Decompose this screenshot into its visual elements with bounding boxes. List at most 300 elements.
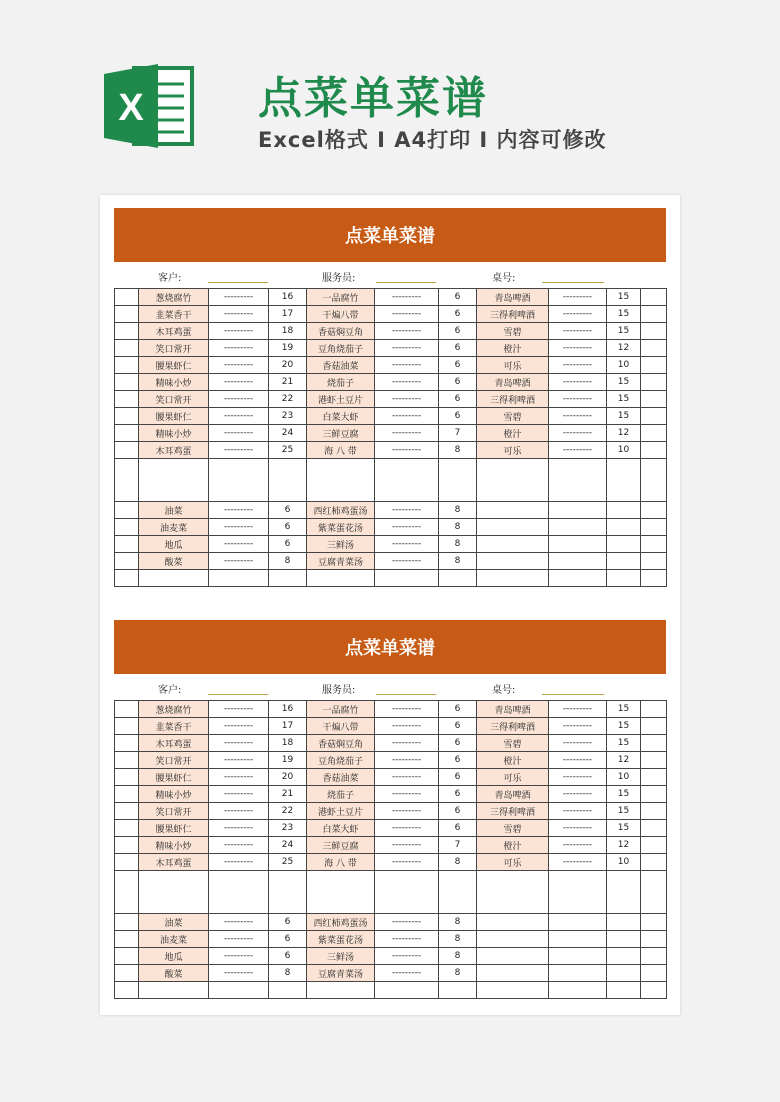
dish-dashes: ---------	[549, 718, 607, 735]
dish-price: 6	[269, 536, 307, 553]
dish-dashes: ---------	[375, 948, 439, 965]
dish-name: 橙汁	[477, 752, 549, 769]
row-margin-cell	[115, 408, 139, 425]
empty-cell	[549, 931, 607, 948]
dish-name: 橙汁	[477, 425, 549, 442]
dish-name: 紫菜蛋花汤	[307, 519, 375, 536]
row-margin-cell	[641, 701, 667, 718]
dish-dashes: ---------	[375, 553, 439, 570]
dish-dashes: ---------	[209, 357, 269, 374]
table-label: 桌号:	[492, 273, 516, 284]
row-margin-cell	[115, 965, 139, 982]
dish-name: 干煸八带	[307, 306, 375, 323]
page-subtitle: Excel格式 I A4打印 I 内容可修改	[258, 128, 607, 152]
empty-cell	[549, 519, 607, 536]
table-field[interactable]	[542, 282, 604, 283]
dish-name: 一品腐竹	[307, 289, 375, 306]
dish-dashes: ---------	[549, 357, 607, 374]
dish-price: 6	[439, 735, 477, 752]
menu-row	[115, 786, 667, 803]
row-margin-cell	[115, 914, 139, 931]
dish-price: 6	[439, 289, 477, 306]
dish-dashes: ---------	[209, 837, 269, 854]
dish-name: 葱烧腐竹	[139, 289, 209, 306]
row-margin-cell	[115, 752, 139, 769]
blank-row	[115, 570, 667, 587]
row-margin-cell	[115, 357, 139, 374]
empty-cell	[477, 914, 549, 931]
dish-price: 7	[439, 837, 477, 854]
sheet-title: 点菜单菜谱	[114, 620, 666, 674]
dish-name: 韭菜香干	[139, 306, 209, 323]
dish-name: 三得利啤酒	[477, 803, 549, 820]
dish-name: 精味小炒	[139, 837, 209, 854]
empty-cell	[477, 536, 549, 553]
dish-dashes: ---------	[209, 502, 269, 519]
dish-dashes: ---------	[375, 718, 439, 735]
empty-cell	[549, 965, 607, 982]
dish-price: 19	[269, 752, 307, 769]
dish-dashes: ---------	[209, 442, 269, 459]
dish-name: 香菇焖豆角	[307, 735, 375, 752]
dish-price: 15	[607, 786, 641, 803]
row-margin-cell	[641, 425, 667, 442]
row-margin-cell	[641, 553, 667, 570]
menu-row	[115, 803, 667, 820]
row-margin-cell	[641, 948, 667, 965]
dish-price: 6	[439, 752, 477, 769]
dish-price: 10	[607, 442, 641, 459]
side-dishes	[115, 914, 667, 982]
row-margin-cell	[115, 391, 139, 408]
dish-dashes: ---------	[375, 357, 439, 374]
dish-dashes: ---------	[375, 914, 439, 931]
dish-price: 15	[607, 803, 641, 820]
table-field[interactable]	[542, 694, 604, 695]
dish-name: 海 八 带	[307, 854, 375, 871]
dish-dashes: ---------	[209, 519, 269, 536]
row-margin-cell	[641, 837, 667, 854]
spacer-row	[115, 459, 667, 502]
side-dishes	[115, 502, 667, 570]
dish-name: 青岛啤酒	[477, 786, 549, 803]
dish-price: 15	[607, 735, 641, 752]
dish-price: 17	[269, 718, 307, 735]
menu-row	[115, 820, 667, 837]
dish-price: 12	[607, 837, 641, 854]
dish-dashes: ---------	[375, 374, 439, 391]
dish-dashes: ---------	[549, 425, 607, 442]
dish-dashes: ---------	[549, 306, 607, 323]
dish-dashes: ---------	[209, 914, 269, 931]
dish-name: 青岛啤酒	[477, 374, 549, 391]
dish-dashes: ---------	[375, 502, 439, 519]
menu-row	[115, 752, 667, 769]
spacer-row	[115, 871, 667, 914]
dish-name: 精味小炒	[139, 374, 209, 391]
dish-name: 笑口常开	[139, 391, 209, 408]
dish-price: 6	[439, 408, 477, 425]
row-margin-cell	[115, 374, 139, 391]
sheet-title: 点菜单菜谱	[114, 208, 666, 262]
dish-dashes: ---------	[549, 837, 607, 854]
dish-dashes: ---------	[549, 735, 607, 752]
dish-name: 三鲜汤	[307, 948, 375, 965]
dish-price: 8	[269, 965, 307, 982]
excel-logo-icon	[100, 58, 196, 154]
dish-price: 6	[439, 786, 477, 803]
dish-price: 22	[269, 803, 307, 820]
dish-price: 10	[607, 357, 641, 374]
menu-row	[115, 701, 667, 718]
menu-sheet-1	[114, 208, 666, 587]
menu-table	[114, 700, 667, 999]
dish-price: 8	[439, 948, 477, 965]
dish-name: 地瓜	[139, 536, 209, 553]
dish-name: 腰果虾仁	[139, 408, 209, 425]
row-margin-cell	[641, 769, 667, 786]
dish-price: 15	[607, 820, 641, 837]
main-dishes	[115, 701, 667, 871]
menu-row	[115, 374, 667, 391]
dish-dashes: ---------	[209, 854, 269, 871]
dish-dashes: ---------	[209, 965, 269, 982]
dish-price: 16	[269, 701, 307, 718]
row-margin-cell	[641, 502, 667, 519]
dish-name: 地瓜	[139, 948, 209, 965]
dish-dashes: ---------	[209, 735, 269, 752]
dish-dashes: ---------	[209, 786, 269, 803]
dish-price: 6	[439, 718, 477, 735]
row-margin-cell	[641, 357, 667, 374]
empty-cell	[607, 536, 641, 553]
customer-field[interactable]	[208, 282, 268, 283]
dish-name: 雪碧	[477, 820, 549, 837]
dish-price: 15	[607, 408, 641, 425]
row-margin-cell	[641, 536, 667, 553]
dish-name: 白菜大虾	[307, 408, 375, 425]
dish-name: 三鲜豆腐	[307, 837, 375, 854]
row-margin-cell	[641, 752, 667, 769]
dish-price: 10	[607, 769, 641, 786]
dish-price: 8	[439, 553, 477, 570]
dish-name: 三鲜汤	[307, 536, 375, 553]
dish-price: 25	[269, 442, 307, 459]
dish-price: 8	[439, 914, 477, 931]
dish-dashes: ---------	[209, 803, 269, 820]
logo-letter: X	[118, 87, 144, 129]
row-margin-cell	[641, 786, 667, 803]
empty-cell	[549, 502, 607, 519]
menu-row	[115, 914, 667, 931]
dish-price: 18	[269, 323, 307, 340]
waiter-label: 服务员:	[322, 685, 356, 696]
dish-dashes: ---------	[375, 536, 439, 553]
dish-price: 17	[269, 306, 307, 323]
dish-price: 19	[269, 340, 307, 357]
blank-row	[115, 982, 667, 999]
dish-dashes: ---------	[549, 408, 607, 425]
dish-name: 西红柿鸡蛋汤	[307, 502, 375, 519]
row-margin-cell	[115, 306, 139, 323]
dish-price: 6	[269, 519, 307, 536]
empty-cell	[607, 931, 641, 948]
row-margin-cell	[641, 735, 667, 752]
menu-row	[115, 306, 667, 323]
dish-price: 8	[439, 519, 477, 536]
dish-name: 豆腐青菜汤	[307, 553, 375, 570]
dish-dashes: ---------	[375, 306, 439, 323]
menu-row	[115, 965, 667, 982]
dish-name: 紫菜蛋花汤	[307, 931, 375, 948]
dish-name: 油菜	[139, 502, 209, 519]
dish-price: 6	[439, 323, 477, 340]
row-margin-cell	[641, 391, 667, 408]
dish-dashes: ---------	[209, 374, 269, 391]
row-margin-cell	[115, 425, 139, 442]
row-margin-cell	[115, 820, 139, 837]
row-margin-cell	[641, 803, 667, 820]
dish-dashes: ---------	[375, 752, 439, 769]
dish-price: 15	[607, 391, 641, 408]
main-dishes	[115, 289, 667, 459]
customer-field[interactable]	[208, 694, 268, 695]
row-margin-cell	[641, 965, 667, 982]
dish-name: 橙汁	[477, 837, 549, 854]
dish-dashes: ---------	[209, 752, 269, 769]
menu-row	[115, 391, 667, 408]
row-margin-cell	[115, 735, 139, 752]
dish-dashes: ---------	[375, 769, 439, 786]
dish-name: 三得利啤酒	[477, 391, 549, 408]
row-margin-cell	[641, 408, 667, 425]
dish-name: 豆腐青菜汤	[307, 965, 375, 982]
dish-price: 6	[439, 306, 477, 323]
dish-dashes: ---------	[209, 701, 269, 718]
dish-dashes: ---------	[549, 701, 607, 718]
row-margin-cell	[641, 914, 667, 931]
row-margin-cell	[641, 718, 667, 735]
dish-dashes: ---------	[375, 442, 439, 459]
dish-dashes: ---------	[375, 425, 439, 442]
dish-dashes: ---------	[209, 948, 269, 965]
waiter-field[interactable]	[376, 282, 436, 283]
row-margin-cell	[641, 306, 667, 323]
dish-name: 香菇油菜	[307, 357, 375, 374]
dish-name: 腰果虾仁	[139, 357, 209, 374]
menu-row	[115, 837, 667, 854]
dish-name: 港虾土豆片	[307, 391, 375, 408]
table-label: 桌号:	[492, 685, 516, 696]
dish-dashes: ---------	[375, 965, 439, 982]
dish-price: 8	[439, 965, 477, 982]
empty-cell	[607, 553, 641, 570]
dish-price: 21	[269, 374, 307, 391]
dish-dashes: ---------	[375, 408, 439, 425]
dish-name: 雪碧	[477, 323, 549, 340]
dish-name: 三鲜豆腐	[307, 425, 375, 442]
empty-cell	[607, 502, 641, 519]
row-margin-cell	[641, 374, 667, 391]
dish-price: 6	[439, 820, 477, 837]
row-margin-cell	[115, 718, 139, 735]
dish-dashes: ---------	[209, 425, 269, 442]
dish-price: 8	[439, 536, 477, 553]
dish-dashes: ---------	[549, 752, 607, 769]
dish-name: 精味小炒	[139, 786, 209, 803]
dish-dashes: ---------	[375, 837, 439, 854]
menu-table	[114, 288, 667, 587]
dish-name: 可乐	[477, 357, 549, 374]
row-margin-cell	[641, 442, 667, 459]
dish-price: 15	[607, 323, 641, 340]
dish-price: 12	[607, 752, 641, 769]
dish-name: 腰果虾仁	[139, 769, 209, 786]
dish-dashes: ---------	[209, 391, 269, 408]
dish-name: 西红柿鸡蛋汤	[307, 914, 375, 931]
menu-row	[115, 425, 667, 442]
menu-row	[115, 769, 667, 786]
dish-price: 8	[439, 931, 477, 948]
dish-name: 木耳鸡蛋	[139, 442, 209, 459]
dish-dashes: ---------	[209, 820, 269, 837]
dish-price: 15	[607, 374, 641, 391]
empty-cell	[477, 502, 549, 519]
dish-name: 干煸八带	[307, 718, 375, 735]
dish-price: 6	[269, 931, 307, 948]
row-margin-cell	[115, 948, 139, 965]
dish-price: 6	[439, 701, 477, 718]
menu-row	[115, 357, 667, 374]
dish-name: 港虾土豆片	[307, 803, 375, 820]
dish-price: 8	[439, 442, 477, 459]
dish-name: 木耳鸡蛋	[139, 735, 209, 752]
waiter-field[interactable]	[376, 694, 436, 695]
dish-name: 笑口常开	[139, 752, 209, 769]
dish-name: 木耳鸡蛋	[139, 323, 209, 340]
dish-price: 6	[439, 803, 477, 820]
dish-name: 一品腐竹	[307, 701, 375, 718]
empty-cell	[477, 519, 549, 536]
dish-name: 可乐	[477, 769, 549, 786]
dish-name: 木耳鸡蛋	[139, 854, 209, 871]
dish-name: 青岛啤酒	[477, 701, 549, 718]
row-margin-cell	[115, 502, 139, 519]
dish-price: 6	[439, 340, 477, 357]
dish-dashes: ---------	[375, 391, 439, 408]
row-margin-cell	[115, 323, 139, 340]
menu-row	[115, 931, 667, 948]
dish-dashes: ---------	[549, 786, 607, 803]
dish-name: 可乐	[477, 442, 549, 459]
dish-price: 8	[439, 502, 477, 519]
menu-row	[115, 519, 667, 536]
dish-price: 18	[269, 735, 307, 752]
menu-row	[115, 340, 667, 357]
row-margin-cell	[641, 931, 667, 948]
dish-name: 豆角烧茄子	[307, 340, 375, 357]
dish-dashes: ---------	[209, 306, 269, 323]
dish-price: 10	[607, 854, 641, 871]
dish-price: 6	[439, 769, 477, 786]
dish-name: 豆角烧茄子	[307, 752, 375, 769]
dish-price: 23	[269, 408, 307, 425]
empty-cell	[607, 519, 641, 536]
empty-cell	[477, 948, 549, 965]
dish-dashes: ---------	[549, 854, 607, 871]
menu-row	[115, 735, 667, 752]
waiter-label: 服务员:	[322, 273, 356, 284]
menu-row	[115, 289, 667, 306]
menu-row	[115, 718, 667, 735]
dish-dashes: ---------	[375, 786, 439, 803]
dish-price: 16	[269, 289, 307, 306]
dish-dashes: ---------	[375, 854, 439, 871]
page-title: 点菜单菜谱	[258, 73, 488, 124]
dish-dashes: ---------	[375, 289, 439, 306]
info-row	[114, 262, 666, 288]
dish-dashes: ---------	[375, 931, 439, 948]
row-margin-cell	[115, 553, 139, 570]
empty-cell	[477, 553, 549, 570]
row-margin-cell	[641, 323, 667, 340]
dish-dashes: ---------	[209, 536, 269, 553]
dish-dashes: ---------	[549, 442, 607, 459]
row-margin-cell	[115, 701, 139, 718]
dish-dashes: ---------	[209, 931, 269, 948]
dish-name: 笑口常开	[139, 340, 209, 357]
empty-cell	[549, 536, 607, 553]
empty-cell	[477, 931, 549, 948]
menu-row	[115, 854, 667, 871]
row-margin-cell	[115, 442, 139, 459]
empty-cell	[549, 948, 607, 965]
dish-dashes: ---------	[549, 803, 607, 820]
dish-dashes: ---------	[375, 519, 439, 536]
dish-dashes: ---------	[209, 289, 269, 306]
dish-name: 韭菜香干	[139, 718, 209, 735]
dish-price: 21	[269, 786, 307, 803]
dish-name: 腰果虾仁	[139, 820, 209, 837]
dish-name: 油麦菜	[139, 931, 209, 948]
dish-dashes: ---------	[209, 718, 269, 735]
dish-price: 6	[439, 374, 477, 391]
dish-price: 25	[269, 854, 307, 871]
customer-label: 客户:	[158, 685, 182, 696]
dish-dashes: ---------	[375, 701, 439, 718]
dish-dashes: ---------	[209, 408, 269, 425]
dish-price: 6	[269, 948, 307, 965]
dish-price: 8	[439, 854, 477, 871]
dish-dashes: ---------	[375, 340, 439, 357]
dish-dashes: ---------	[549, 769, 607, 786]
menu-row	[115, 408, 667, 425]
dish-name: 雪碧	[477, 735, 549, 752]
row-margin-cell	[115, 786, 139, 803]
dish-dashes: ---------	[375, 803, 439, 820]
dish-name: 香菇油菜	[307, 769, 375, 786]
dish-dashes: ---------	[549, 289, 607, 306]
row-margin-cell	[115, 519, 139, 536]
dish-name: 笑口常开	[139, 803, 209, 820]
menu-row	[115, 502, 667, 519]
dish-name: 雪碧	[477, 408, 549, 425]
empty-cell	[477, 965, 549, 982]
dish-price: 12	[607, 425, 641, 442]
row-margin-cell	[115, 931, 139, 948]
empty-cell	[607, 965, 641, 982]
menu-row	[115, 323, 667, 340]
